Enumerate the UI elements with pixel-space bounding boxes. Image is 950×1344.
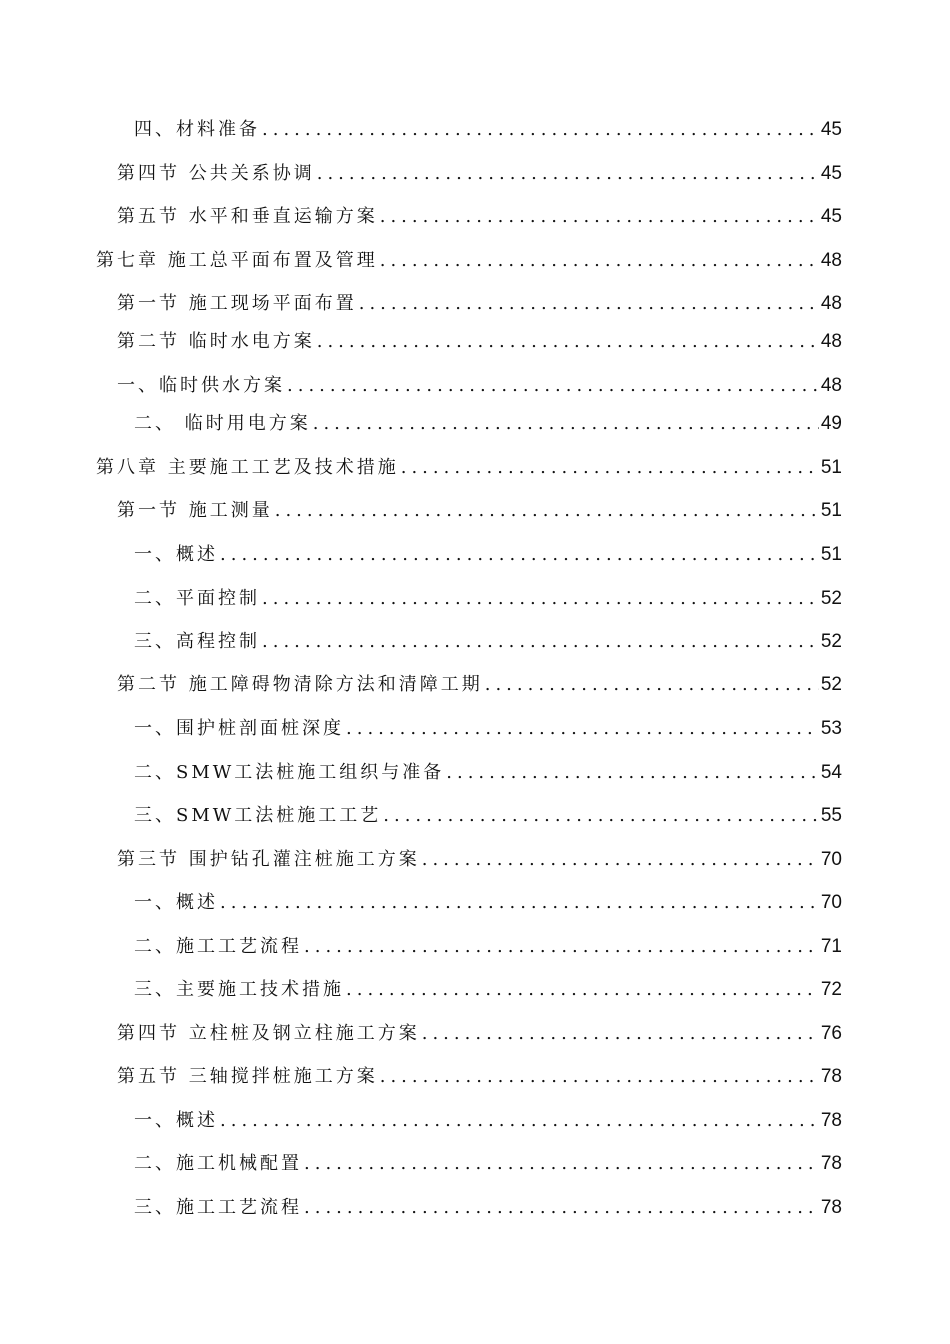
toc-entry-title: 第五节 三轴搅拌桩施工方案 [117,1066,378,1087]
toc-dot-leader [359,292,819,316]
toc-entry-title: 第一节 施工现场平面布置 [117,293,357,314]
toc-entry[interactable] [134,543,842,567]
toc-entry-title: 第五节 水平和垂直运输方案 [117,206,378,227]
toc-entry[interactable] [134,761,842,785]
toc-entry-page: 72 [820,979,842,1000]
toc-dot-leader [346,978,819,1002]
toc-entry-page: 49 [820,413,842,434]
toc-entry-page: 51 [820,544,842,565]
toc-dot-leader [380,249,819,273]
toc-entry[interactable] [134,1109,842,1133]
toc-entry-page: 78 [820,1066,842,1087]
toc-entry[interactable] [134,587,842,611]
toc-entry-page: 48 [820,293,842,314]
toc-entry[interactable] [117,499,842,523]
toc-entry-page: 45 [820,163,842,184]
toc-dot-leader [446,761,819,785]
toc-entry-page: 52 [820,588,842,609]
toc-entry-title: 三、高程控制 [134,631,260,652]
toc-entry-title: 三、SMW工法桩施工工艺 [134,805,382,826]
toc-entry-page: 54 [820,762,842,783]
toc-dot-leader [304,1152,819,1176]
toc-entry-page: 76 [820,1023,842,1044]
toc-entry[interactable] [134,630,842,654]
toc-entry-title: 第二节 施工障碍物清除方法和清障工期 [117,674,483,695]
toc-entry-title: 二、平面控制 [134,588,260,609]
toc-dot-leader [485,673,819,697]
toc-entry-title: 一、概述 [134,892,218,913]
toc-entry-title: 第三节 围护钻孔灌注桩施工方案 [117,849,420,870]
toc-dot-leader [313,412,819,436]
toc-entry[interactable] [117,1065,842,1089]
toc-entry[interactable] [96,249,842,273]
toc-entry[interactable] [117,292,842,316]
toc-entry[interactable] [134,412,842,436]
toc-dot-leader [380,205,819,229]
toc-entry[interactable] [96,456,842,480]
toc-entry-title: 三、主要施工技术措施 [134,979,344,1000]
toc-entry-title: 第八章 主要施工工艺及技术措施 [96,457,399,478]
toc-dot-leader [383,804,819,828]
toc-entry-title: 二、施工机械配置 [134,1153,302,1174]
toc-dot-leader [346,717,819,741]
toc-entry-title: 四、材料准备 [134,119,260,140]
toc-entry-page: 51 [820,457,842,478]
toc-entry[interactable] [117,162,842,186]
toc-entry-page: 45 [820,206,842,227]
toc-entry-page: 51 [820,500,842,521]
toc-entry[interactable] [134,978,842,1002]
toc-dot-leader [275,499,819,523]
toc-entry-title: 二、SMW工法桩施工组织与准备 [134,762,445,783]
toc-entry-title: 二、施工工艺流程 [134,936,302,957]
toc-entry-page: 71 [820,936,842,957]
toc-entry-title: 一、临时供水方案 [117,375,285,396]
toc-entry-title: 第一节 施工测量 [117,500,273,521]
toc-entry[interactable] [134,804,842,828]
toc-entry[interactable] [134,717,842,741]
toc-dot-leader [220,1109,819,1133]
toc-entry[interactable] [117,673,842,697]
toc-entry-title: 二、 临时用电方案 [134,413,311,434]
toc-entry-page: 48 [820,331,842,352]
toc-entry-page: 78 [820,1110,842,1131]
toc-entry[interactable] [117,1022,842,1046]
toc-dot-leader [262,587,819,611]
toc-dot-leader [262,118,819,142]
toc-dot-leader [422,848,819,872]
toc-entry-page: 53 [820,718,842,739]
toc-entry[interactable] [134,118,842,142]
toc-entry-title: 第七章 施工总平面布置及管理 [96,250,378,271]
toc-dot-leader [401,456,819,480]
toc-entry[interactable] [117,205,842,229]
toc-dot-leader [422,1022,819,1046]
toc-entry-title: 一、概述 [134,544,218,565]
toc-entry[interactable] [117,848,842,872]
toc-entry-title: 一、围护桩剖面桩深度 [134,718,344,739]
toc-entry[interactable] [117,374,842,398]
toc-entry-title: 第四节 立柱桩及钢立柱施工方案 [117,1023,420,1044]
toc-entry[interactable] [134,935,842,959]
toc-entry-page: 48 [820,250,842,271]
toc-entry[interactable] [134,1196,842,1220]
toc-entry-page: 45 [820,119,842,140]
toc-dot-leader [317,162,819,186]
toc-entry-title: 第二节 临时水电方案 [117,331,315,352]
toc-entry-page: 78 [820,1153,842,1174]
toc-dot-leader [220,891,819,915]
toc-entry-title: 第四节 公共关系协调 [117,163,315,184]
toc-dot-leader [380,1065,819,1089]
toc-dot-leader [304,1196,819,1220]
toc-entry-page: 55 [820,805,842,826]
toc-dot-leader [304,935,819,959]
toc-entry-page: 70 [820,849,842,870]
toc-entry-page: 52 [820,631,842,652]
toc-dot-leader [287,374,819,398]
toc-entry-title: 三、施工工艺流程 [134,1197,302,1218]
toc-entry[interactable] [134,891,842,915]
toc-entry-page: 70 [820,892,842,913]
toc-entry-page: 48 [820,375,842,396]
toc-dot-leader [262,630,819,654]
toc-entry-title: 一、概述 [134,1110,218,1131]
toc-entry[interactable] [134,1152,842,1176]
toc-dot-leader [220,543,819,567]
toc-dot-leader [317,330,819,354]
toc-entry-page: 52 [820,674,842,695]
toc-entry[interactable] [117,330,842,354]
toc-entry-page: 78 [820,1197,842,1218]
